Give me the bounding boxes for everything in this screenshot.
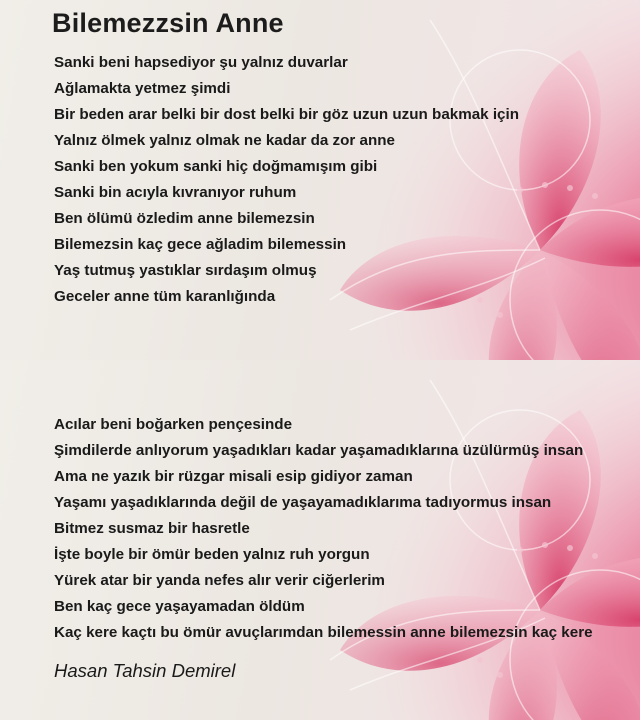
poem-line: Ben kaç gece yaşayamadan öldüm — [54, 598, 305, 615]
poem-author: Hasan Tahsin Demirel — [54, 660, 236, 681]
poem-line: Sanki bin acıyla kıvranıyor ruhum — [54, 184, 297, 201]
poem-line: Geceler anne tüm karanlığında — [54, 288, 276, 305]
poem-line: Bir beden arar belki bir dost belki bir göz uzun uzun bakmak için — [54, 106, 519, 123]
stanza-2 — [54, 412, 593, 646]
poem-line: Kaç kere kaçtı bu ömür avuçlarımdan bilemessin anne bilemezsin kaç kere — [54, 624, 593, 641]
poem-line: Bitmez susmaz bir hasretle — [54, 520, 250, 537]
poem-line: Yaşamı yaşadıklarında değil de yaşayamadıklarıma tadıyormus insan — [54, 494, 552, 511]
poem-line: Ağlamakta yetmez şimdi — [54, 80, 231, 97]
poem-line: Yaş tutmuş yastıklar sırdaşım olmuş — [54, 262, 317, 279]
poem-line: Ben ölümü özledim anne bilemezsin — [54, 210, 315, 227]
stanza-1 — [54, 50, 519, 310]
poem-line: Yalnız ölmek yalnız olmak ne kadar da zor anne — [54, 132, 395, 149]
poem-line: Sanki beni hapsediyor şu yalnız duvarlar — [54, 54, 348, 71]
poem-line: Acılar beni boğarken pençesinde — [54, 416, 293, 433]
poem-line: İşte boyle bir ömür beden yalnız ruh yorgun — [54, 546, 370, 563]
poem-title: Bilemezzsin Anne — [52, 8, 284, 38]
poem-line: Sanki ben yokum sanki hiç doğmamışım gibi — [54, 158, 378, 175]
poem-line: Bilemezsin kaç gece ağladim bilemessin — [54, 236, 347, 253]
poem-line: Ama ne yazık bir rüzgar misali esip gidiyor zaman — [54, 468, 413, 485]
poem-line: Yürek atar bir yanda nefes alır verir ciğerlerim — [54, 572, 385, 589]
poem-line: Şimdilerde anlıyorum yaşadıkları kadar yaşamadıklarına üzülürmüş insan — [54, 442, 584, 459]
